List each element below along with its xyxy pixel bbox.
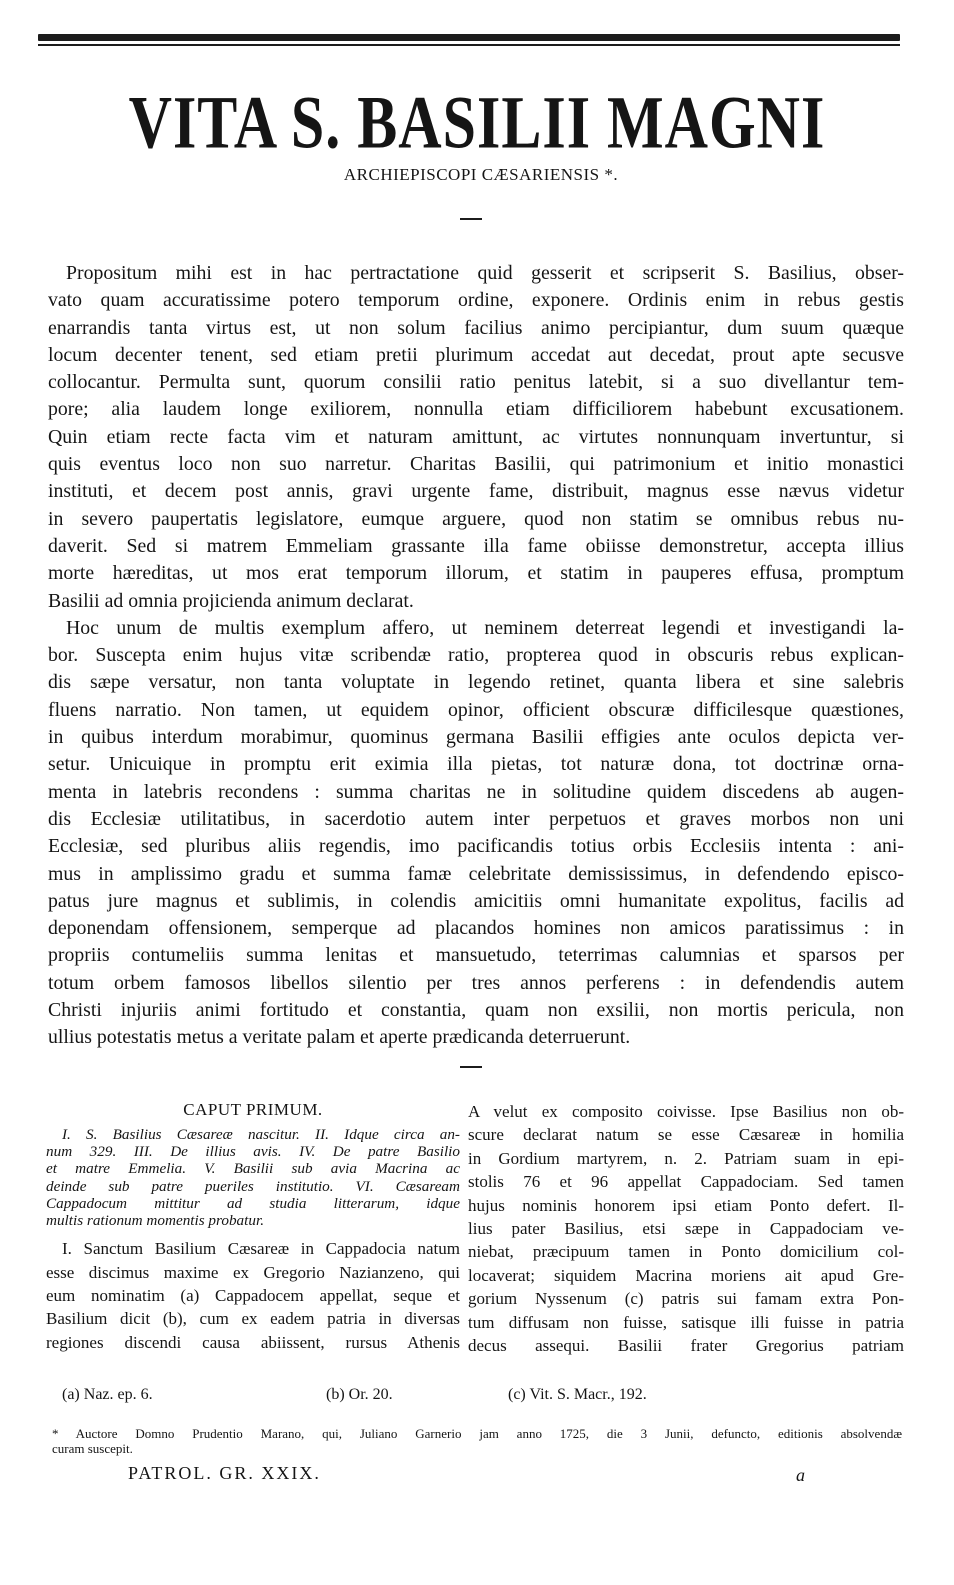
summary-line: et matre Emmelia. V. Basilii sub avia Macrina ac <box>46 1160 460 1178</box>
text-line: decus assequi. Basilii frater Gregorius patriam <box>468 1336 904 1356</box>
page-subtitle: ARCHIEPISCOPI CÆSARIENSIS *. <box>343 165 619 184</box>
intro-line: enarrandis tanta virtus est, ut non solum facilius animo percipiantur, dum suum quæque <box>48 316 904 339</box>
chapter-summary <box>46 1126 460 1229</box>
intro-line: pore; alia laudem longe exiliorem, nonnulla etiam difficiliorem habebunt excusationem. <box>48 398 904 421</box>
text-line: hujus nominis honorem ipsi etiam Ponto defert. Il- <box>468 1195 904 1215</box>
text-line: lius pater Basilius, etsi sæpe in Cappadociam ve- <box>468 1219 904 1239</box>
intro-line: daverit. Sed si matrem Emmeliam grassante illa fame obiisse demonstretur, accepta illius <box>48 534 904 557</box>
note-line: curam suscepit. <box>52 1441 133 1456</box>
summary-line: multis rationum momentis probatur. <box>46 1212 264 1230</box>
chapter-heading: CAPUT PRIMUM. <box>183 1100 323 1119</box>
intro-line: Hoc unum de multis exemplum affero, ut neminem deterreat legendi et investigandi la- <box>66 616 904 639</box>
intro-line: Christi injuriis animi fortitudo et constantia, quam non exsilii, non mortis pericula, non <box>48 999 904 1022</box>
summary-line: Cappadocum mittitur ad studia litterarum, idque <box>46 1194 460 1212</box>
text-line: scure declarat natum se esse Cæsareæ in homilia <box>468 1125 904 1145</box>
summary-line: I. S. Basilius Cæsareæ nascitur. II. Idque circa an- <box>62 1126 460 1143</box>
intro-line: Quin etiam recte facta vim et naturam amittunt, ac virtutes nonnunquam invertuntur, si <box>48 425 904 448</box>
summary-line: num 329. III. De illius avis. IV. De patre Basilio <box>46 1143 460 1161</box>
left-column-text <box>46 1237 460 1354</box>
intro-line: vato quam accuratissime potero temporum ordine, exponere. Ordinis enim in rebus gestis <box>48 289 904 312</box>
text-line: niebat, præcipuum tamen in Ponto domicilium col- <box>468 1242 904 1262</box>
text-line: in Gordium martyrem, n. 2. Patriam suam in epi- <box>468 1148 904 1168</box>
intro-line: dis sæpe versatur, non tanta voluptate in legendo retinet, quanta libera et sine salebris <box>48 671 904 694</box>
text-line: stolis 76 et 96 appellat Cappadociam. Sed tamen <box>468 1172 904 1192</box>
intro-line: setur. Unicuique in promptu erit eximia illa pietas, tot naturæ dona, tot doctrinæ orna- <box>48 753 904 776</box>
note-line: * Auctore Domno Prudentio Marano, qui, Juliano Garnerio jam anno 1725, die 3 Junii, defuncto, editionis absolvendæ <box>52 1426 902 1441</box>
section-divider <box>460 1066 482 1068</box>
section-divider <box>460 218 482 220</box>
intro-line: ullius potestatis metus a veritate palam et aperte prædicanda deterruerunt. <box>48 1026 631 1049</box>
folio-mark: a <box>796 1465 805 1485</box>
text-line: esse discimus maxime ex Gregorio Nazianzeno, qui <box>46 1262 460 1282</box>
series-signature: PATROL. GR. XXIX. <box>128 1463 321 1483</box>
summary-line: deinde sub patre pueriles institutio. VI. Cæsaream <box>46 1177 460 1195</box>
intro-text <box>48 260 904 1052</box>
text-line: gorium Nyssenum (c) patris sui famam extra Pon- <box>468 1289 904 1309</box>
intro-line: Basilii ad omnia projicienda animum declarat. <box>48 589 414 612</box>
right-column-text <box>468 1100 904 1357</box>
intro-line: in severo paupertatis legislatore, eumque arguere, quod non statim se omnibus rebus nu- <box>48 507 904 530</box>
text-line: tum diffusam non fuisse, satisque illi fuisse in patria <box>468 1312 904 1332</box>
page-title: VITA S. BASILII MAGNI <box>128 81 826 164</box>
intro-line: propriis contumeliis summa lenitas et mansuetudo, teterrimas calumnias et sparsos per <box>48 944 904 967</box>
intro-line: Propositum mihi est in hac pertractatione quid gesserit et scripserit S. Basilius, obser- <box>66 262 904 284</box>
intro-line: mus in amplissimo gradu et summa famæ celebritate demississimus, in defendendo episco- <box>48 862 904 885</box>
footnote-a: (a) Naz. ep. 6. <box>62 1386 153 1403</box>
intro-line: bor. Suscepta enim hujus vitæ scribendæ ratio, propterea quod in obscuris rebus explican- <box>48 644 904 667</box>
text-line: eum nominatim (a) Cappadocem appellat, seque et <box>46 1286 460 1306</box>
left-column <box>46 1100 460 1354</box>
text-line: A velut ex composito coivisse. Ipse Basilius non ob- <box>468 1102 904 1121</box>
intro-line: menta in latebris recondens : summa charitas ne in solitudine quidem discedens ab augen- <box>48 780 904 803</box>
intro-line: quis eventus loco non suo narretur. Charitas Basilii, qui patrimonium et initio monastici <box>48 453 904 476</box>
intro-line: instituti, et decem post annis, gravi urgente fame, distribuit, magnus esse nævus videtur <box>48 480 904 503</box>
footnote-b: (b) Or. 20. <box>326 1386 393 1403</box>
text-line: Basilium dicit (b), cum ex eadem patria in diversas <box>46 1309 460 1329</box>
intro-line: Ecclesiæ, sed pluribus aliis regendis, imo pacificandis totius orbis Ecclesiis intenta : ani- <box>48 835 904 858</box>
editor-note <box>52 1426 902 1456</box>
text-line: locaverat; siquidem Macrina moriens ait apud Gre- <box>468 1265 904 1285</box>
intro-line: morte hæreditas, ut mos erat temporum illorum, et statim in pauperes effusa, promptum <box>48 562 904 585</box>
top-decorative-rule <box>38 34 900 46</box>
intro-line: patus jure magnus et sublimis, in colendis amicitiis omni humanitate expolitus, facilis ad <box>48 889 904 912</box>
intro-line: locum decenter tenent, sed etiam pretii plurimum accedat aut decedat, prout apte secusve <box>48 343 904 366</box>
intro-line: dis Ecclesiæ utilitatibus, in sacerdotio autem inter perpetuos et graves morbos non uni <box>48 807 904 830</box>
text-line: regiones discendi causa abiissent, rursus Athenis <box>46 1332 460 1352</box>
intro-line: deponendam offensionem, semperque ad placandos homines non amicos paratissimus : in <box>48 917 904 940</box>
text-line: I. Sanctum Basilium Cæsareæ in Cappadocia natum <box>62 1239 460 1259</box>
intro-line: fluens narratio. Non tamen, ut equidem opinor, officient obscuræ difficilesque quæstiones, <box>48 698 904 721</box>
intro-line: in quibus interdum morabimur, quominus germana Basilii effigies ante oculos depicta ver- <box>48 726 904 749</box>
right-column <box>468 1100 904 1357</box>
intro-line: collocantur. Permulta sunt, quorum consilii ratio penitus latebit, si a suo divellantur tem- <box>48 371 904 394</box>
intro-line: totum orbem famosos libellos silentio per tres annos perferens : in defendendis autem <box>48 971 904 994</box>
footnote-c: (c) Vit. S. Macr., 192. <box>508 1386 647 1403</box>
